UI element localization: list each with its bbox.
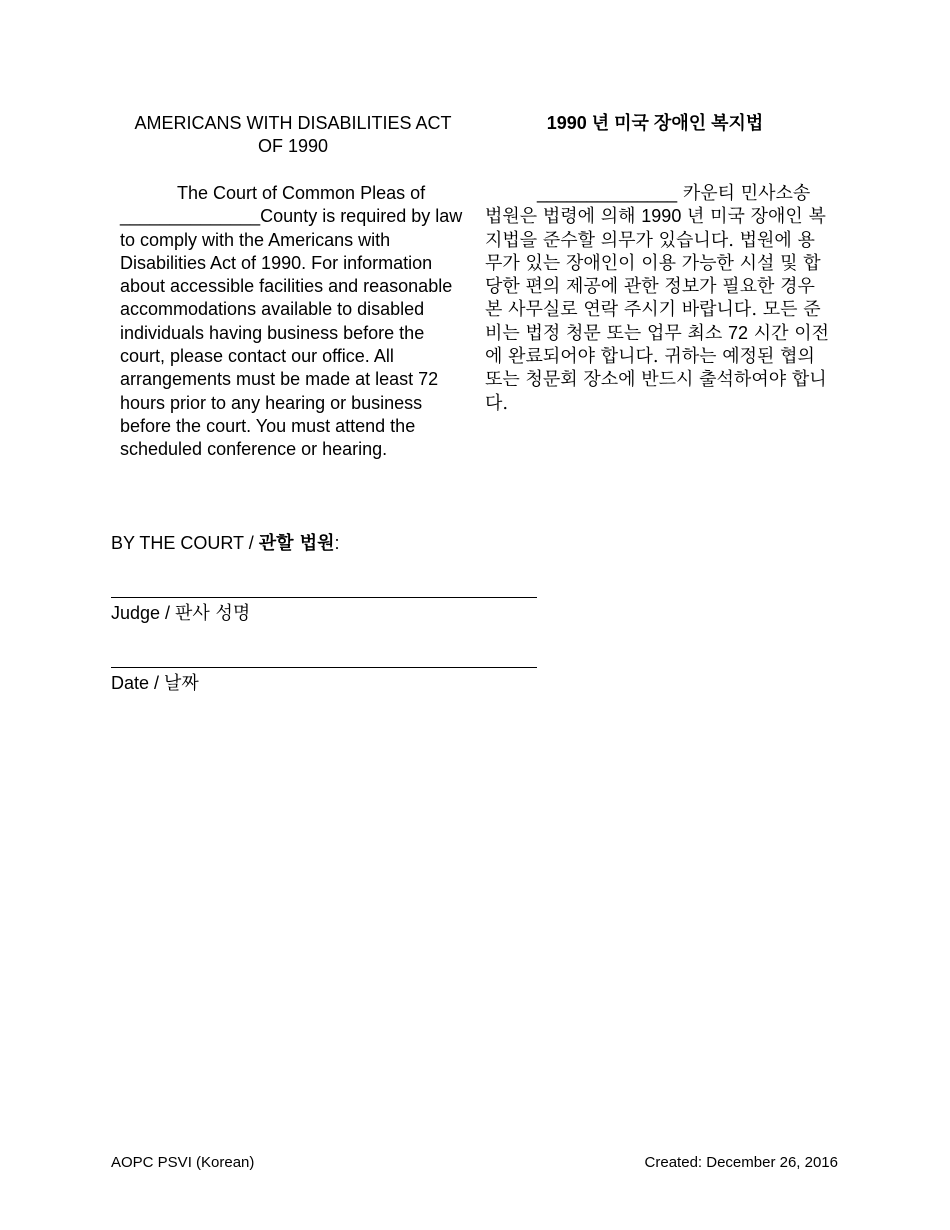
- korean-title-text: 년 미국 장애인 복지법: [586, 113, 764, 133]
- korean-body-year: 1990: [641, 206, 682, 227]
- by-the-court-label: [111, 531, 340, 556]
- korean-body-part1: 카운티 민사소송 법원은 법령에 의해: [485, 183, 811, 228]
- english-county-blank: ______________: [120, 206, 261, 227]
- date-signature-line: [111, 667, 537, 668]
- judge-signature-line: [111, 597, 537, 598]
- english-body: [120, 182, 470, 462]
- footer-form-id: AOPC PSVI (Korean): [111, 1154, 255, 1171]
- court-label-en: BY THE COURT /: [111, 533, 259, 553]
- footer-created-date: Created: December 26, 2016: [644, 1154, 838, 1171]
- english-title: [118, 112, 468, 158]
- korean-title: [485, 112, 825, 135]
- judge-label: [111, 601, 250, 626]
- date-label-ko: 날짜: [164, 673, 199, 694]
- korean-title-year: 1990: [546, 113, 587, 133]
- korean-county-blank: ______________: [537, 183, 678, 203]
- english-title-line1: AMERICANS WITH DISABILITIES ACT: [134, 113, 452, 133]
- judge-label-ko: 판사 성명: [175, 603, 251, 624]
- judge-label-en: Judge /: [111, 603, 176, 623]
- korean-body: [485, 182, 830, 415]
- date-label-en: Date /: [111, 673, 165, 693]
- english-body-rest: County is required by law to comply with the Americans with Disabilities Act of 1990. For information about accessible facilities and reasonable accommodations available to disabled individuals having business before the court, please contact our office. All arrangements must be made at least 72 hours prior to any hearing or business before the court. You must attend the scheduled conference or hearing.: [120, 206, 463, 460]
- korean-body-hours: 72: [728, 322, 749, 343]
- english-body-start: The Court of Common Pleas of: [177, 183, 426, 203]
- date-label: [111, 671, 199, 696]
- english-title-line2: OF 1990: [257, 136, 329, 156]
- court-label-colon: :: [334, 533, 340, 553]
- korean-body-part3: 시간 이전에 완료되어야 합니다. 귀하는 예정된 협의 또는 청문회 장소에 반드시 출석하여야 합니다.: [485, 322, 830, 414]
- korean-body-part2: 년 미국 장애인 복지법을 준수할 의무가 있습니다. 법원에 용무가 있는 장애인이 이용 가능한 시설 및 합당한 편의 제공에 관한 정보가 필요한 경우 본 사무실로 연락 주시기 바랍니다. 모든 준비는 법정 청문 또는 업무 최소: [485, 206, 826, 344]
- court-label-ko: 관할 법원: [258, 533, 335, 554]
